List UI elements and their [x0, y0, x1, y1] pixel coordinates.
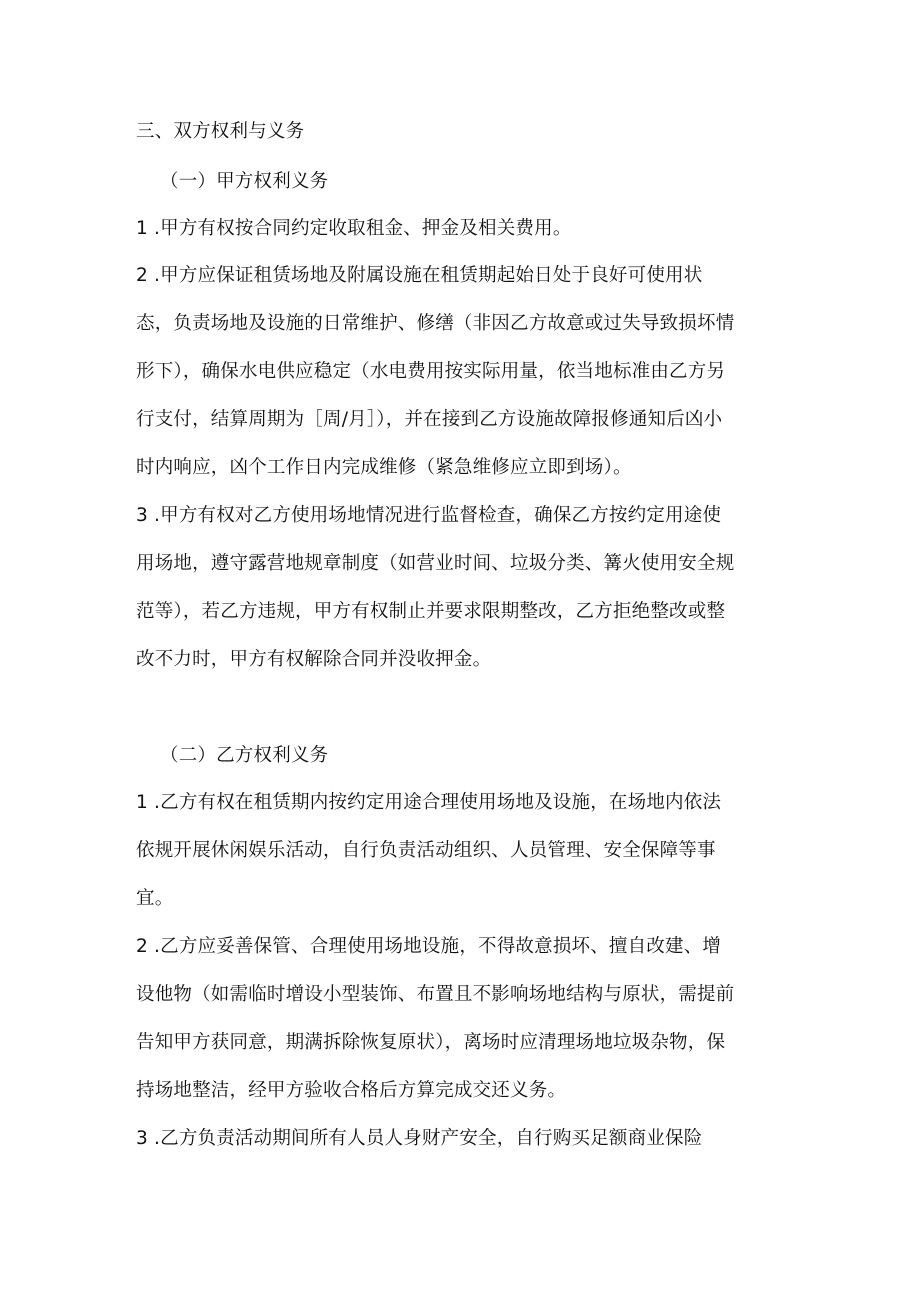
section-title: 三、双方权利与义务 — [136, 121, 305, 142]
paragraph-line: 形下），确保水电供应稳定（水电费用按实际用量，依当地标准由乙方另 — [136, 361, 726, 382]
paragraph-line: 1 .甲方有权按合同约定收取租金、押金及相关费用。 — [136, 218, 572, 239]
paragraph-line: 设他物（如需临时增设小型装饰、布置且不影响场地结构与原状，需提前 — [136, 984, 735, 1005]
paragraph-line: 告知甲方获同意，期满拆除恢复原状），离场时应清理场地垃圾杂物，保 — [136, 1032, 726, 1053]
paragraph-line: 1 .乙方有权在租赁期内按约定用途合理使用场地及设施，在场地内依法 — [136, 792, 722, 813]
subsection-title-party-b: （二）乙方权利义务 — [160, 745, 329, 766]
paragraph-line: 3 .甲方有权对乙方使用场地情况进行监督检查，确保乙方按约定用途使 — [136, 505, 722, 526]
paragraph-line: 态，负责场地及设施的日常维护、修缮（非因乙方故意或过失导致损坏情 — [136, 313, 735, 334]
paragraph-line: 行支付，结算周期为［周/月］），并在接到乙方设施故障报修通知后凶小 — [136, 409, 723, 430]
paragraph-line: 2 .乙方应妥善保管、合理使用场地设施，不得故意损坏、擅自改建、增 — [136, 936, 722, 957]
paragraph-line: 宜。 — [136, 888, 174, 909]
paragraph-line: 持场地整洁，经甲方验收合格后方算完成交还义务。 — [136, 1080, 567, 1101]
paragraph-line: 2 .甲方应保证租赁场地及附属设施在租赁期起始日处于良好可使用状 — [136, 265, 703, 286]
paragraph-line: 时内响应，凶个工作日内完成维修（紧急维修应立即到场）。 — [136, 457, 632, 478]
paragraph-line: 范等），若乙方违规，甲方有权制止并要求限期整改，乙方拒绝整改或整 — [136, 601, 726, 622]
paragraph-line: 3 .乙方负责活动期间所有人员人身财产安全，自行购买足额商业保险 — [136, 1128, 703, 1149]
paragraph-line: 用场地，遵守露营地规章制度（如营业时间、垃圾分类、篝火使用安全规 — [136, 553, 735, 574]
paragraph-line: 依规开展休闲娱乐活动，自行负责活动组织、人员管理、安全保障等事 — [136, 840, 716, 861]
subsection-title-party-a: （一）甲方权利义务 — [160, 171, 329, 192]
paragraph-line: 改不力时，甲方有权解除合同并没收押金。 — [136, 649, 492, 670]
